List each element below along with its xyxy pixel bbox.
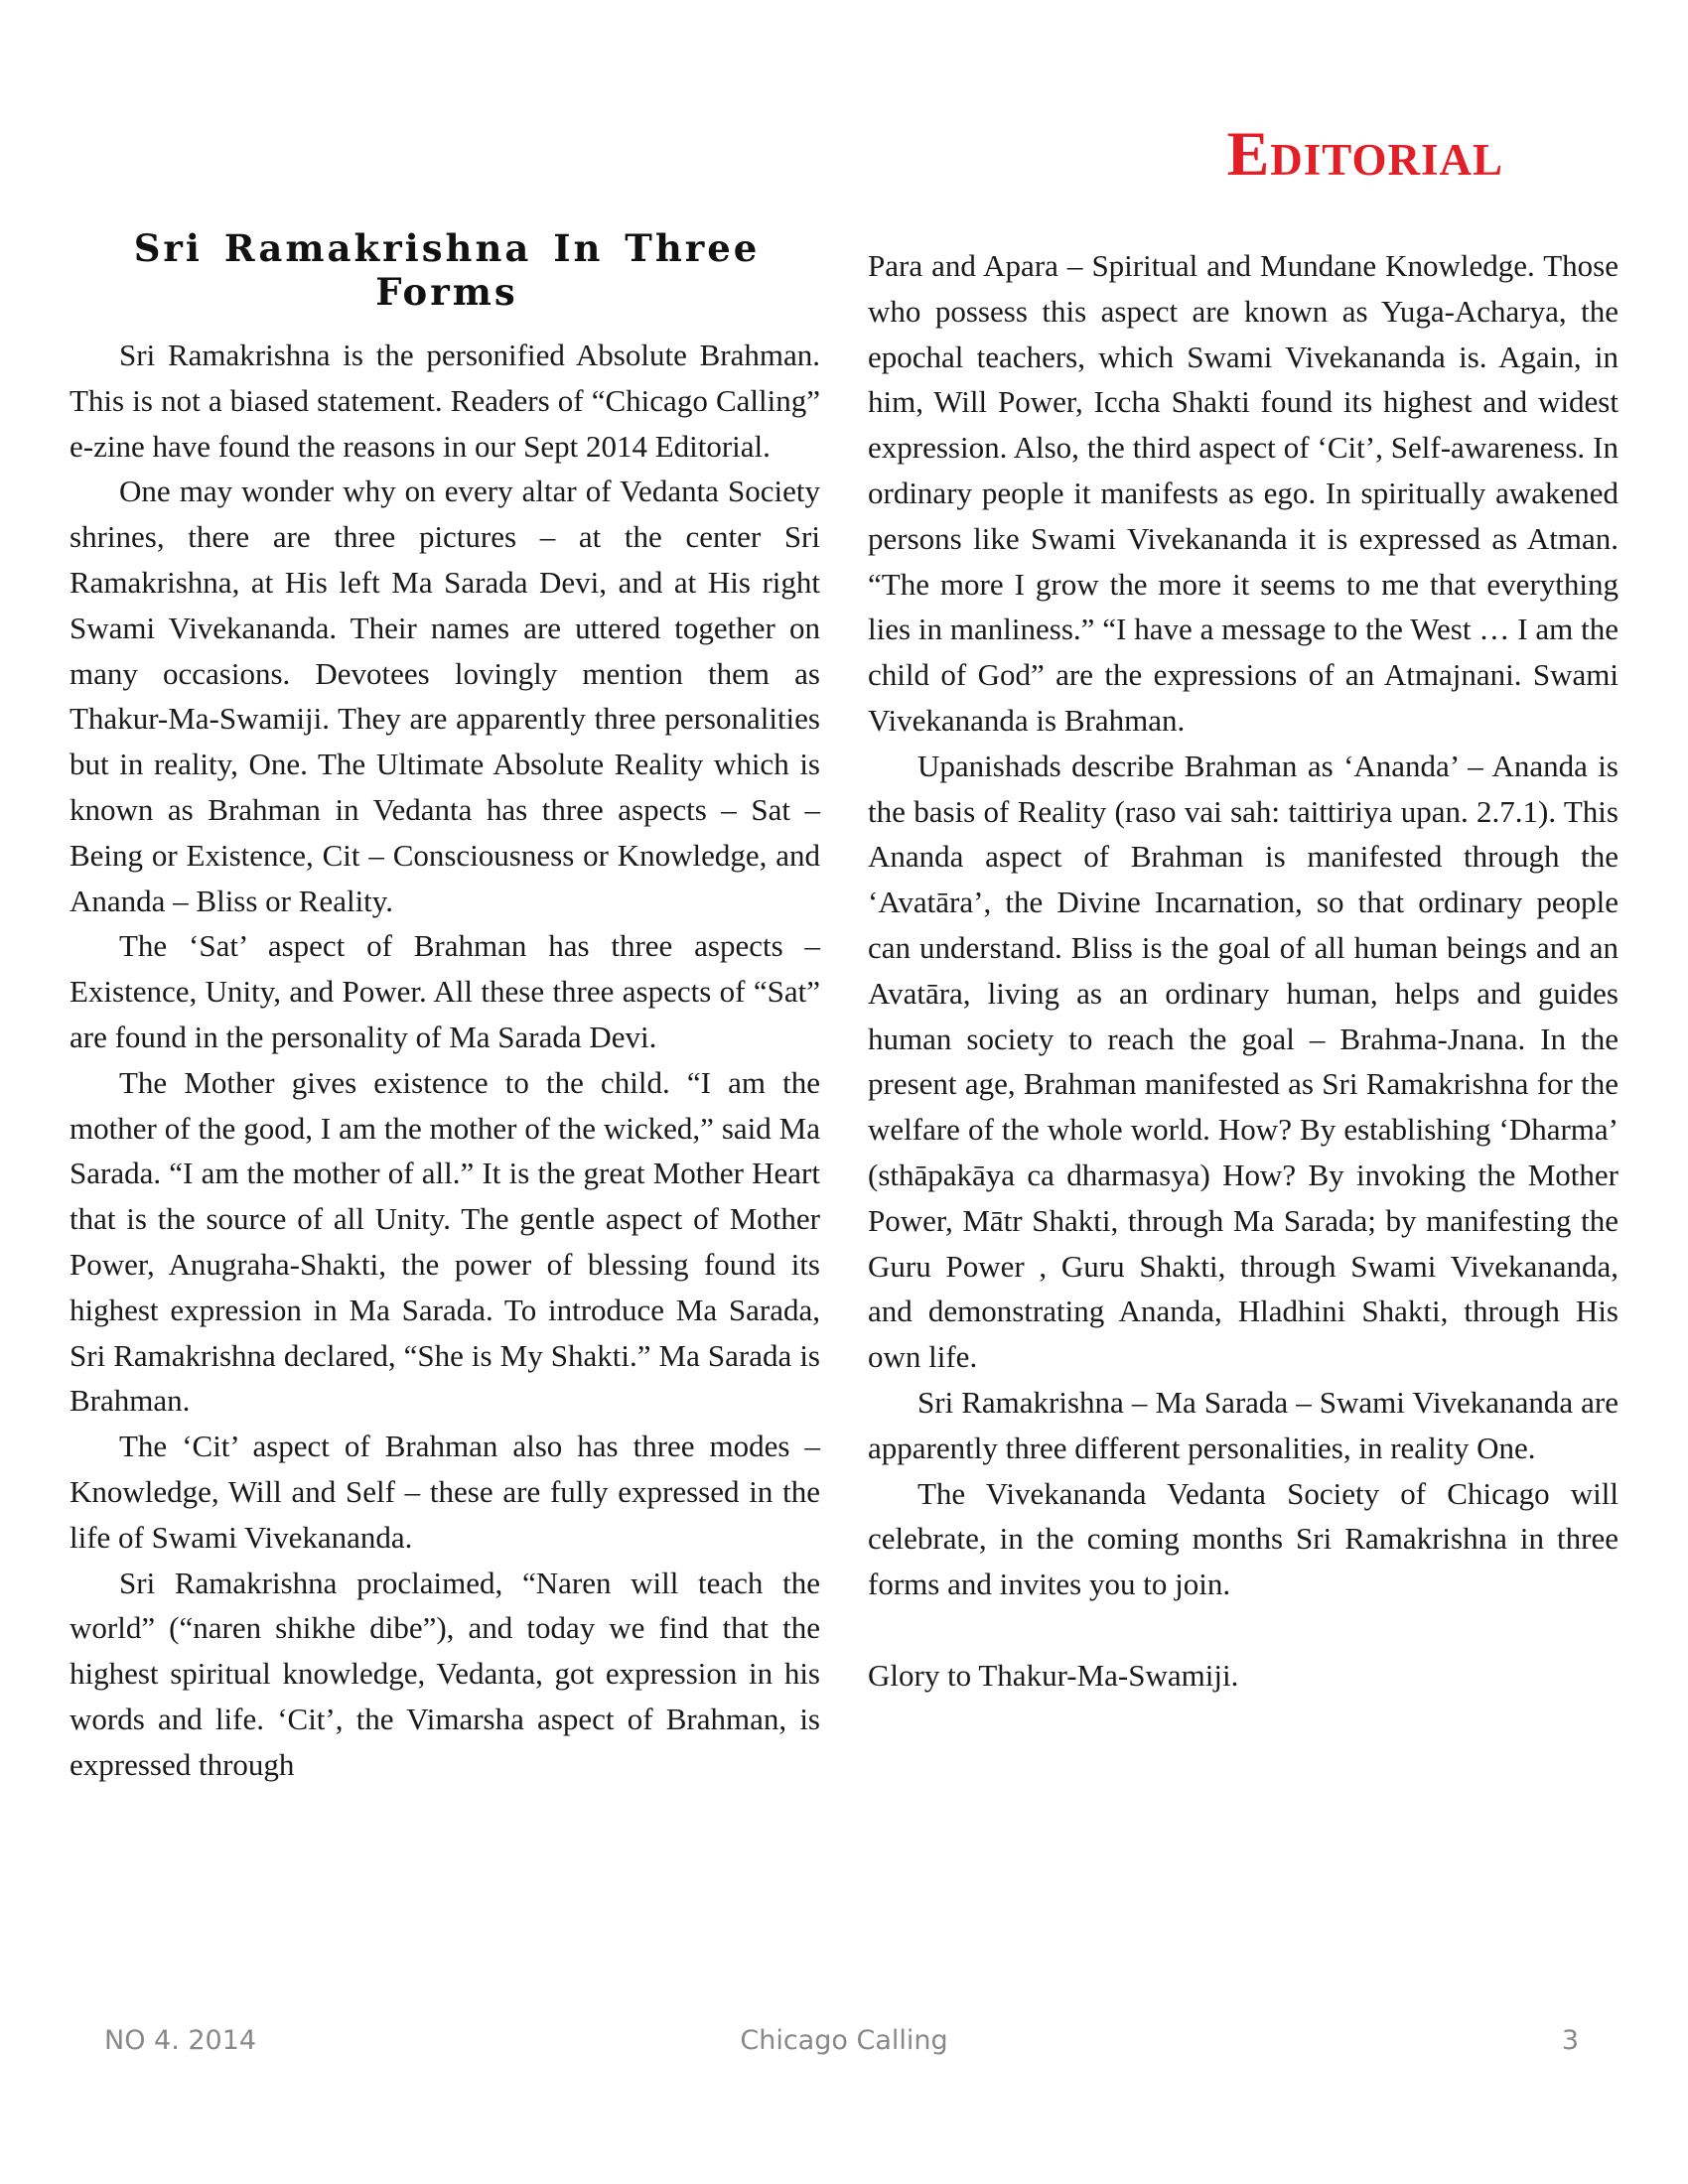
body-paragraph: Sri Ramakrishna proclaimed, “Naren will teach the world” (“naren shikhe dibe”), and today we find that the highest spiritual knowledge, Vedanta, got expression in his words and life. ‘Cit’, the Vimarsha aspect of Brahman, is expressed through — [70, 1565, 820, 1782]
closing-line: Glory to Thakur-Ma-Swamiji. — [868, 1657, 1239, 1693]
issue-number: NO 4. 2014 — [104, 2025, 257, 2056]
left-column — [70, 333, 820, 1788]
right-column — [868, 243, 1618, 1699]
body-paragraph: The Mother gives existence to the child. “I am the mother of the good, I am the mother of the wicked,” said Ma Sarada. “I am the mother of all.” It is the great Mother Heart that is the source of all Unity. The gentle aspect of Mother Power, Anugraha-Shakti, the power of blessing found its highest expression in Ma Sarada. To introduce Ma Sarada, Sri Ramakrishna declared, “She is My Shakti.” Ma Sarada is Brahman. — [70, 1064, 820, 1419]
continued-paragraph: Para and Apara – Spiritual and Mundane Knowledge. Those who possess this aspect are known as Yuga-Acharya, the epochal teachers, which Swami Vivekananda is. Again, in him, Will Power, Iccha Shakti found its highest and widest expression. Also, the third aspect of ‘Cit’, Self-awareness. In ordinary people it manifests as ego. In spiritually awakened persons like Swami Vivekananda it is expressed as Atman. “The more I grow the more it seems to me that everything lies in manliness.” “I have a message to the West … I am the child of God” are the expressions of an Atmajnani. Swami Vivekananda is Brahman. — [868, 248, 1618, 738]
body-paragraph: Sri Ramakrishna – Ma Sarada – Swami Vivekananda are apparently three different personalities, in reality One. — [868, 1384, 1618, 1465]
body-paragraph: The Vivekananda Vedanta Society of Chicago will celebrate, in the coming months Sri Ramakrishna in three forms and invites you to join. — [868, 1475, 1618, 1602]
body-paragraph: The ‘Cit’ aspect of Brahman also has three modes – Knowledge, Will and Self – these are fully expressed in the life of Swami Vivekananda. — [70, 1429, 820, 1555]
publication-name: Chicago Calling — [740, 2025, 948, 2056]
page-footer — [0, 2025, 1688, 2065]
body-paragraph: The ‘Sat’ aspect of Brahman has three aspects – Existence, Unity, and Power. All these three aspects of “Sat” are found in the personality of Ma Sarada Devi. — [70, 928, 820, 1054]
body-paragraph: Sri Ramakrishna is the personified Absolute Brahman. This is not a biased statement. Readers of “Chicago Calling” e-zine have found the reasons in our Sept 2014 Editorial. — [70, 338, 820, 464]
page-heading: Editorial — [1226, 118, 1503, 189]
article-title: Sri Ramakrishna In Three Forms — [133, 226, 761, 314]
body-paragraph: Upanishads describe Brahman as ‘Ananda’ – Ananda is the basis of Reality (raso vai sah: taittiriya upan. 2.7.1). This Ananda aspect of Brahman is manifested through the ‘Avatāra’, the Divine Incarnation, so that ordinary people can understand. Bliss is the goal of all human beings and an Avatāra, living as an ordinary human, helps and guides human society to reach the goal – Brahma-Jnana. In the present age, Brahman manifested as Sri Ramakrishna for the welfare of the whole world. How? By establishing ‘Dharma’ (sthāpakāya ca dharmasya) How? By invoking the Mother Power, Mātr Shakti, through Ma Sarada; by manifesting the Guru Power , Guru Shakti, through Swami Vivekananda, and demonstrating Ananda, Hladhini Shakti, through His own life. — [868, 748, 1618, 1375]
page-number: 3 — [1561, 2025, 1579, 2056]
body-paragraph: One may wonder why on every altar of Vedanta Society shrines, there are three pictures – at the center Sri Ramakrishna, at His left Ma Sarada Devi, and at His right Swami Vivekananda. Their names are uttered together on many occasions. Devotees lovingly mention them as Thakur-Ma-Swamiji. They are apparently three personalities but in reality, One. The Ultimate Absolute Reality which is known as Brahman in Vedanta has three aspects – Sat – Being or Existence, Cit – Consciousness or Knowledge, and Ananda – Bliss or Reality. — [70, 474, 820, 918]
